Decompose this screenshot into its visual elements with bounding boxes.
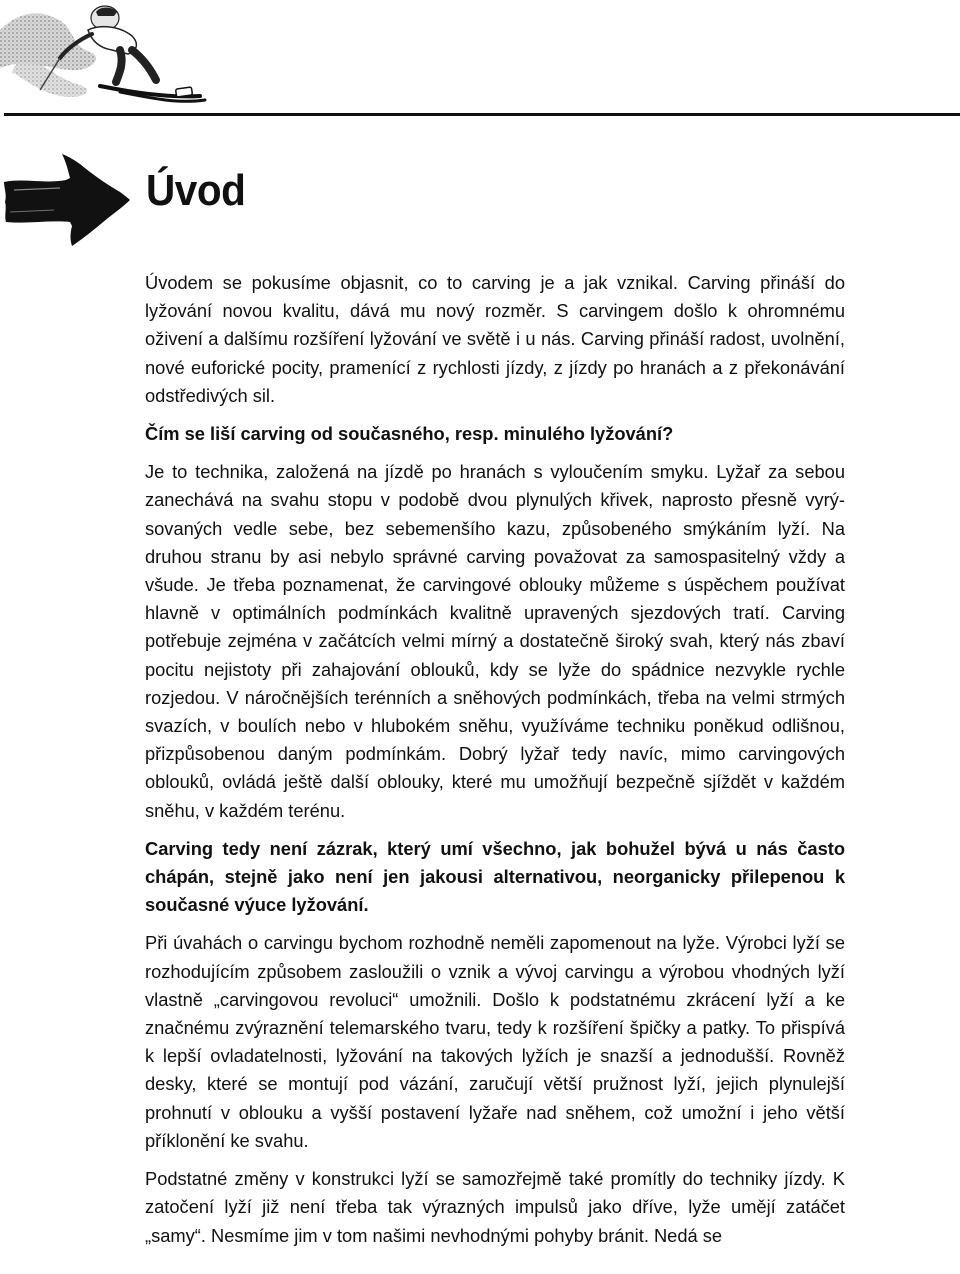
page-title: Úvod <box>146 166 246 215</box>
paragraph-changes: Podstatné změny v konstrukci lyží se samozřejmě také promítly do techniky jízdy. K zatočení lyží již není třeba tak výrazných impulsů jako dříve, lyže umějí zatáčet „samy“. Nesmíme jim v tom našimi nevhodnými pohyby bránit. Nedá se <box>145 1168 845 1246</box>
paragraph-skis: Při úvahách o carvingu bychom rozhodně neměli zapomenout na lyže. Výrobci lyží se rozhodujícím způsobem zasloužili o vznik a vývoj carvingu a výrobou vhodných lyží vlastně „carvingovou revoluci“ umožnili. Došlo k podstatnému zkrácení lyží a ke značnému zvýraznění telemarského tvaru, tedy k rozšíření špičky a patky. To přispívá k lepší ovladatelnosti, lyžování na takových lyžích je snazší a jednodušší. Rovněž desky, které se montují pod vázání, zaručují větší pružnost lyží, jejich plynulejší prohnutí v oblouku a vyšší postavení lyžaře nad sněhem, což umožní i jeho větší příklonění ke svahu. <box>145 932 845 1151</box>
arrow-right-icon <box>4 148 132 252</box>
paragraph-intro: Úvodem se pokusíme objasnit, co to carving je a jak vznikal. Carving přináší do lyžování novou kvalitu, dává mu nový rozměr. S carvingem došlo k ohromnému oživení a dalšímu rozšíření lyžování ve světě i u nás. Carving přináší radost, uvolnění, nové euforické pocity, pramenící z rychlosti jízdy, z jízdy po hranách a z překonávání odstředivých sil. <box>145 272 845 406</box>
paragraph-technique: Je to technika, založená na jízdě po hranách s vyloučením smyku. Lyžař za sebou zanechává na svahu stopu v podobě dvou plynulých křivek, naprosto přesně vyrýsovaných vedle sebe, bez sebemenšího kazu, způsobeného smýkáním lyží. Na druhou stranu by asi nebylo správné carving považovat za samospasitelný vždy a všude. Je třeba poznamenat, že carvingové oblouky můžeme s úspěchem používat hlavně v optimálních podmínkách kvalitně upravených sjezdových tratí. Carving potřebuje zejména v začátcích velmi mírný a dostatečně široký svah, který nás zbaví pocitu nejistoty při zahajování oblouků, kdy se lyže do spádnice nezvykle rychle rozjedou. V náročnějších terénních a sněhových podmínkách, třeba na velmi strmých svazích, v boulích nebo v hlubokém sněhu, využíváme techniku poněkud odlišnou, přizpůsobenou daným podmínkám. Dobrý lyžař tedy navíc, mimo carvingových oblouků, ovládá ještě další oblouky, které mu umožňují bezpečně sjíždět v každém sněhu, v každém terénu. <box>145 461 845 821</box>
skier-icon <box>0 0 210 115</box>
paragraph-emphasis: Carving tedy není zázrak, který umí všechno, jak bohužel bývá u nás často chápán, stejně jako není jen jakousi alternativou, neorganicky přilepenou k současné výuce lyžování. <box>145 837 845 916</box>
header-rule <box>4 113 960 116</box>
body-text <box>145 269 845 1250</box>
paragraph-question: Čím se liší carving od současného, resp. minulého lyžování? <box>145 423 674 445</box>
